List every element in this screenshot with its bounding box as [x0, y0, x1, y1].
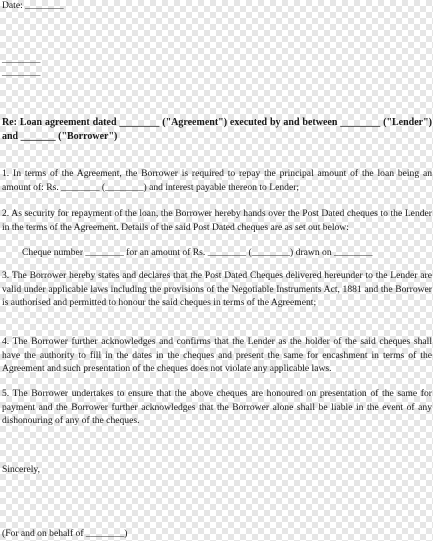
address-blank-1: ________ — [2, 54, 41, 65]
paragraph-4: 4. The Borrower further acknowledges and confirms that the Lender as the holder of the said cheques shall have the authority to fill in the dates in the cheques and present the same for encashment in terms of the Agreement and such presentation of the cheques does not violate any applicable laws. — [2, 336, 432, 374]
closing-salutation: Sincerely, — [2, 464, 41, 475]
address-blank-2: ________ — [2, 67, 41, 78]
paragraph-3: 3. The Borrower hereby states and declares that the Post Dated Cheques delivered hereunder to the Lender are valid under applicable laws including the provisions of the Negotiable Instruments Act, 1881 and the Borrower is authorised and permitted to honour the said cheques in terms of the Agreement; — [2, 270, 432, 308]
paragraph-5: 5. The Borrower undertakes to ensure that the above cheques are honoured on presentation of the same for payment and the Borrower further acknowledges that the Borrower alone shall be liable in the event of any dishonouring of any of the cheques. — [2, 388, 432, 426]
paragraph-2: 2. As security for repayment of the loan, the Borrower hereby hands over the Post Dated cheques to the Lender in the terms of the Agreement. Details of the said Post Dated cheques are as set out below: — [2, 208, 432, 233]
signature-line: (For and on behalf of ________) — [2, 528, 128, 539]
subject-line: Re: Loan agreement dated ________ ("Agreement") executed by and between ________ ("Lender") and _______ ("Borrower") — [2, 117, 432, 142]
cheque-details-line: Cheque number ________ for an amount of Rs. ________ (________) drawn on ________ — [22, 247, 373, 258]
paragraph-1: 1. In terms of the Agreement, the Borrower is required to repay the principal amount of the loan being an amount of: Rs. ________ (________) and interest payable thereon to Lender; — [2, 168, 432, 193]
date-line: Date: ________ — [2, 0, 64, 11]
